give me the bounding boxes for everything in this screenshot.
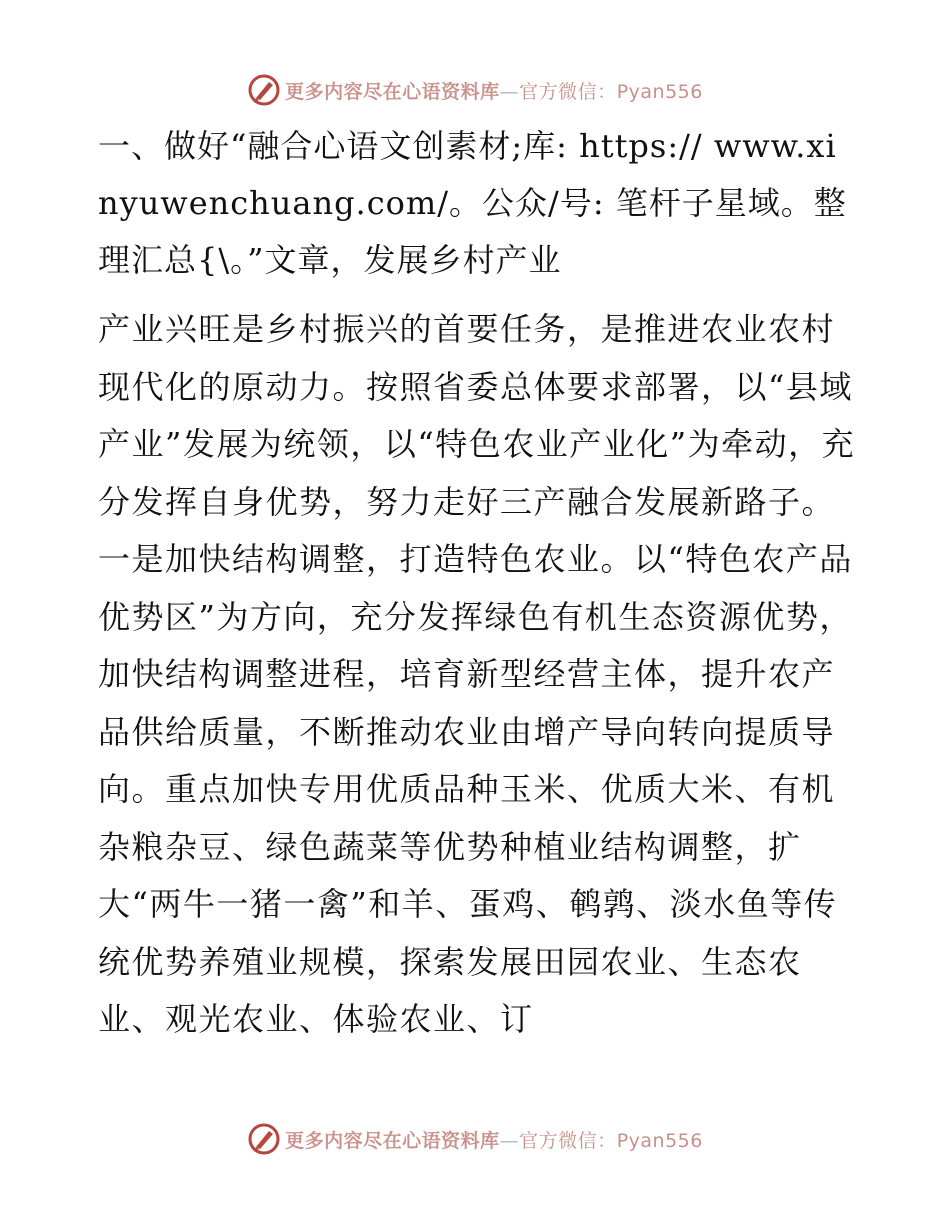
banner-wechat-id: Pyan556 [616,1129,703,1152]
banner-main-text: 更多内容尽在心语资料库 [285,80,500,103]
banner-dash: — [499,80,520,103]
banner-text [285,1126,703,1153]
footer-watermark-banner [0,1119,950,1159]
header-watermark-banner [0,70,950,110]
section-heading: 一、做好“融合心语文创素材;库: https:// www.xinyuwenchuang.com/。公众/号: 笔杆子星域。整理汇总{\。”文章，发展乡村产业 [98,127,847,279]
pen-logo-icon [247,73,281,107]
banner-main-text: 更多内容尽在心语资料库 [285,1129,500,1152]
body-paragraph: 产业兴旺是乡村振兴的首要任务，是推进农业农村现代化的原动力。按照省委总体要求部署，以“县域产业”发展为统领，以“特色农业产业化”为牵动，充分发挥自身优势，努力走好三产融合发展新路子。一是加快结构调整，打造特色农业。以“特色农产品优势区”为方向，充分发挥绿色有机生态资源优势，加快结构调整进程，培育新型经营主体，提升农产品供给质量，不断推动农业由增产导向转向提质导向。重点加快专用优质品种玉米、优质大米、有机杂粮杂豆、绿色蔬菜等优势种植业结构调整，扩大“两牛一猪一禽”和羊、蛋鸡、鹌鹑、淡水鱼等传统优势养殖业规模，探索发展田园农业、生态农业、观光农业、体验农业、订 [98,310,856,1038]
banner-wechat-label: 官方微信： [519,1129,617,1152]
banner-wechat-label: 官方微信： [519,80,617,103]
banner-text [285,77,703,104]
pen-logo-icon [247,1122,281,1156]
banner-wechat-id: Pyan556 [616,80,703,103]
banner-dash: — [499,1129,520,1152]
document-body [98,118,858,1049]
